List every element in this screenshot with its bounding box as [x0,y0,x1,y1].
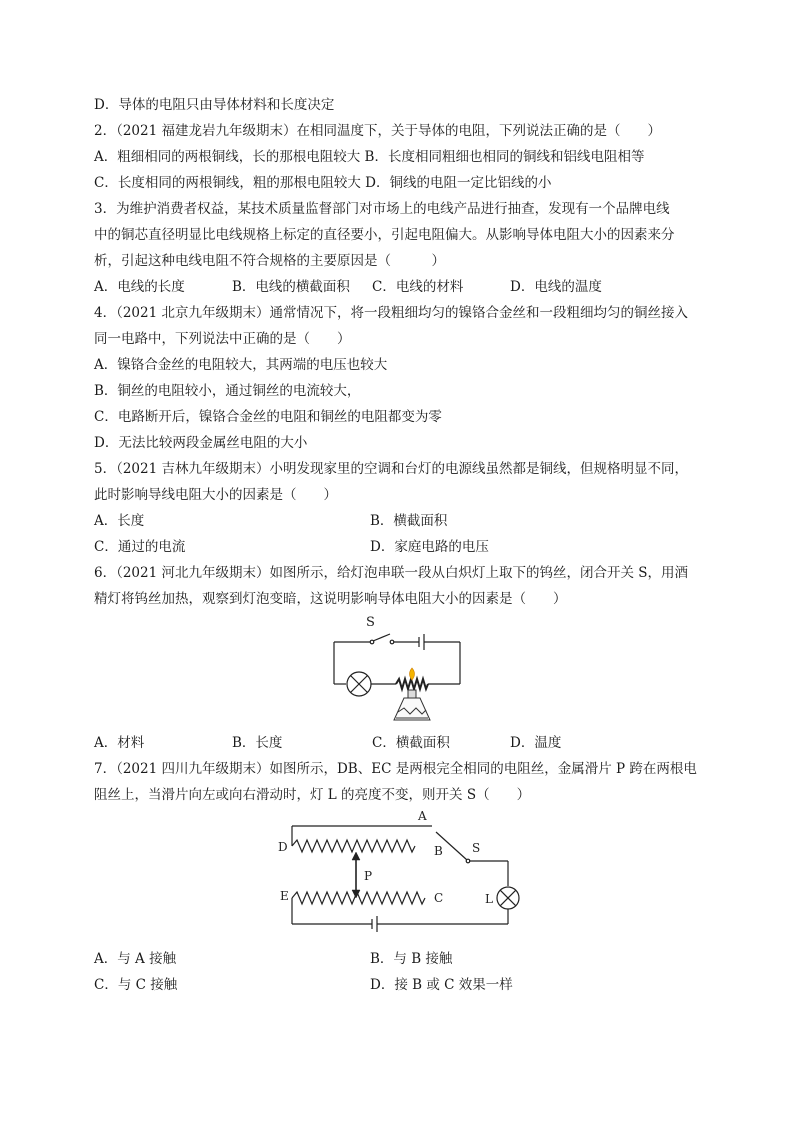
q7-label-l: L [485,892,493,906]
q7-label-e: E [280,889,289,903]
q5-options-cd [94,534,714,560]
q7-stem-line1: 7．（2021 四川九年级期末）如图所示，DB、EC 是两根完全相同的电阻丝，金属滑片 P 跨在两根电 [94,761,697,777]
q6-circuit-diagram [94,612,714,730]
q6-tungsten-coil [396,679,428,689]
q7-slider-p [352,852,360,898]
q7-option-a: A．与 A 接触 [94,951,177,967]
q7-resistor-ec [292,892,425,904]
q3-option-b: B．电线的横截面积 [232,279,350,295]
q4-option-a: A．镍铬合金丝的电阻较大，其两端的电压也较大 [94,357,388,373]
q7-options-ab [94,946,714,972]
q7-option-b: B．与 B 接触 [370,951,453,967]
q5-option-d: D．家庭电路的电压 [370,539,489,555]
q6-option-d: D．温度 [510,735,562,751]
q2-options-cd: C．长度相同的两根铜线，粗的那根电阻较大 D．铜线的电阻一定比铝线的小 [94,175,552,191]
q6-alcohol-lamp-icon [394,690,430,720]
q6-option-a: A．材料 [94,735,145,751]
q6-options [94,730,714,756]
q3-options [94,274,714,300]
q6-stem-line2: 精灯将钨丝加热，观察到灯泡变暗，这说明影响导体电阻大小的因素是（ ） [94,591,567,607]
q7-label-p: P [364,869,373,883]
q3-option-d: D．电线的温度 [510,279,602,295]
q7-option-d: D．接 B 或 C 效果一样 [370,977,513,993]
q4-option-b: B．铜丝的电阻较小，通过铜丝的电流较大， [94,383,361,399]
q3-stem-line1: 3．为维护消费者权益，某技术质量监督部门对市场上的电线产品进行抽查，发现有一个品牌电线 [94,201,670,217]
q4-option-c: C．电路断开后，镍铬合金丝的电阻和铜丝的电阻都变为零 [94,409,442,425]
q5-stem-line1: 5．（2021 吉林九年级期末）小明发现家里的空调和台灯的电源线虽然都是铜线，但规格明显不同， [94,461,688,477]
q6-switch-blade [373,634,390,641]
q7-circuit-diagram [94,808,714,946]
q6-switch-contact [390,640,394,644]
q1-option-d: D．导体的电阻只由导体材料和长度决定 [94,97,335,113]
q3-stem-line2: 中的铜芯直径明显比电线规格上标定的直径要小，引起电阻偏大。从影响导体电阻大小的因素来分 [94,227,675,243]
q7-label-a: A [418,809,427,823]
q5-options-ab [94,508,714,534]
q7-options-cd [94,972,714,998]
q2-stem: 2．（2021 福建龙岩九年级期末）在相同温度下，关于导体的电阻，下列说法正确的是（ ） [94,123,661,139]
q6-option-b: B．长度 [232,735,283,751]
q3-stem-line3: 析，引起这种电线电阻不符合规格的主要原因是（ ） [94,253,445,269]
q6-option-c: C．横截面积 [372,735,450,751]
q5-option-a: A．长度 [94,513,145,529]
q3-option-a: A．电线的长度 [94,279,185,295]
q7-circuit-figure [94,808,714,946]
q6-stem-line1: 6．（2021 河北九年级期末）如图所示，给灯泡串联一段从白炽灯上取下的钨丝，闭合开关 S，用酒 [94,565,689,581]
q6-switch-label: S [366,615,375,630]
q6-circuit-figure [94,612,714,730]
q5-option-b: B．横截面积 [370,513,448,529]
q4-option-d: D．无法比较两段金属丝电阻的大小 [94,435,308,451]
q5-stem-line2: 此时影响导线电阻大小的因素是（ ） [94,487,337,503]
q7-label-b: B [434,844,443,858]
q4-stem-line2: 同一电路中，下列说法中正确的是（ ） [94,331,351,347]
q7-label-d: D [278,840,288,854]
q7-resistor-db [292,840,415,852]
q7-stem-line2: 阻丝上，当滑片向左或向右滑动时，灯 L 的亮度不变，则开关 S（ ） [94,787,531,803]
q2-options-ab: A．粗细相同的两根铜线，长的那根电阻较大 B．长度相同粗细也相同的铜线和铝线电阻相等 [94,149,645,165]
q7-label-c: C [434,891,444,905]
worksheet-page [94,92,714,998]
q4-stem-line1: 4．（2021 北京九年级期末）通常情况下，将一段粗细均匀的镍铬合金丝和一段粗细均匀的铜丝接入 [94,305,688,321]
q7-option-c: C．与 C 接触 [94,977,178,993]
q7-label-s: S [472,841,481,855]
q5-option-c: C．通过的电流 [94,539,186,555]
q3-option-c: C．电线的材料 [372,279,464,295]
